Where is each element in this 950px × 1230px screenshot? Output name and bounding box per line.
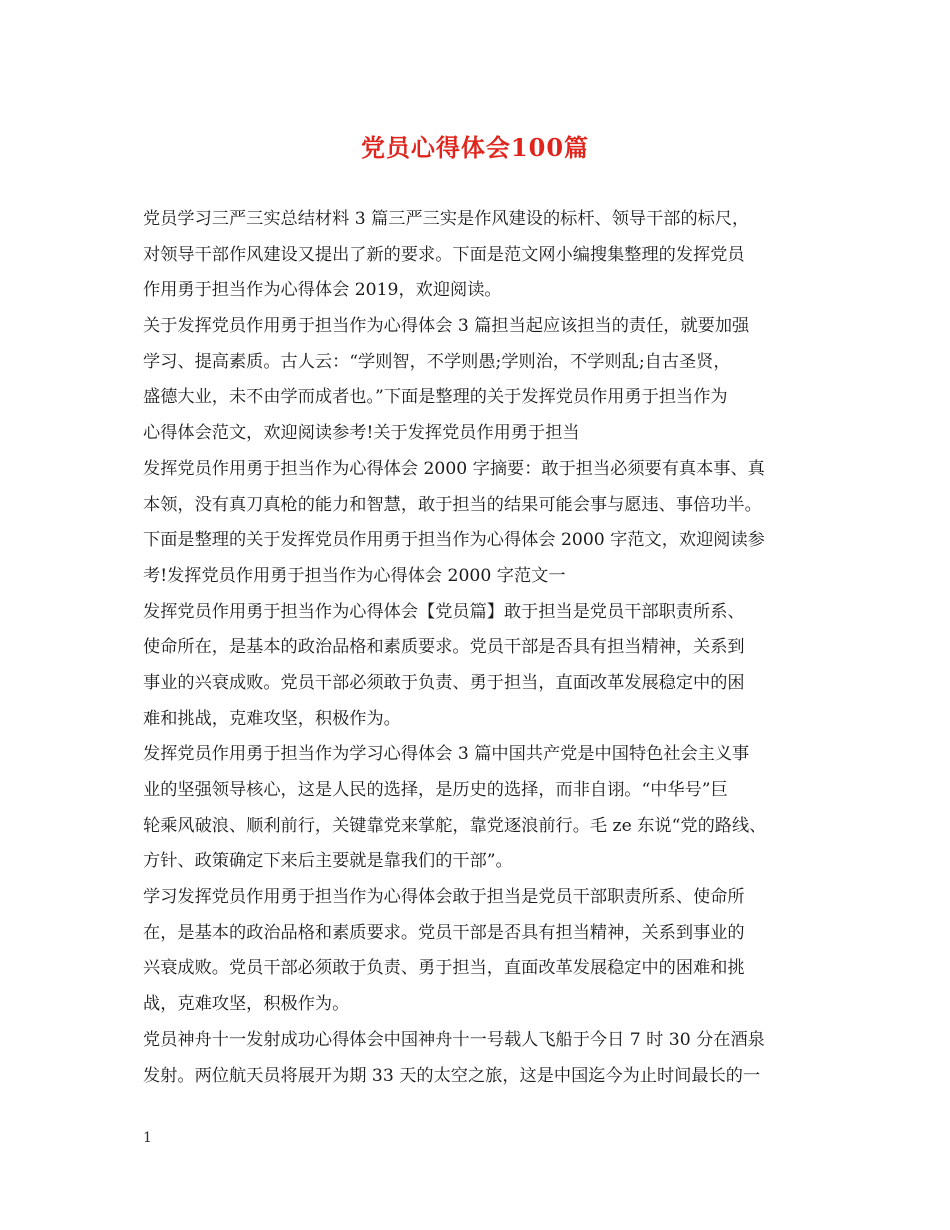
body-line: 发射。两位航天员将展开为期 33 天的太空之旅，这是中国迄今为止时间最长的一 — [143, 1065, 761, 1086]
document-body — [143, 202, 813, 1094]
body-line: 使命所在，是基本的政治品格和素质要求。党员干部是否具有担当精神，关系到 — [143, 637, 745, 658]
body-line: 发挥党员作用勇于担当作为学习心得体会 3 篇中国共产党是中国特色社会主义事 — [143, 744, 750, 765]
body-line: 发挥党员作用勇于担当作为心得体会 2000 字摘要：敢于担当必须要有真本事、真 — [143, 458, 765, 479]
body-line: 战，克难攻坚，积极作为。 — [143, 994, 350, 1015]
body-line: 轮乘风破浪、顺利前行，关键靠党来掌舵，靠党逐浪前行。毛 ze 东说“党的路线、 — [143, 815, 767, 836]
body-line: 作用勇于担当作为心得体会 2019，欢迎阅读。 — [143, 280, 502, 301]
body-line: 事业的兴衰成败。党员干部必须敢于负责、勇于担当，直面改革发展稳定中的困 — [143, 672, 745, 693]
body-line: 业的坚强领导核心，这是人民的选择，是历史的选择，而非自诩。“中华号”巨 — [143, 780, 728, 800]
body-line: 本领，没有真刀真枪的能力和智慧，敢于担当的结果可能会事与愿违、事倍功半。 — [143, 494, 762, 515]
body-line: 考!发挥党员作用勇于担当作为心得体会 2000 字范文一 — [143, 565, 566, 586]
body-line: 难和挑战，克难攻坚，积极作为。 — [143, 708, 401, 729]
page-number: 1 — [143, 1130, 152, 1146]
body-line: 兴衰成败。党员干部必须敢于负责、勇于担当，直面改革发展稳定中的困难和挑 — [143, 958, 745, 979]
body-line: 发挥党员作用勇于担当作为心得体会【党员篇】敢于担当是党员干部职责所系、 — [143, 601, 745, 622]
body-line: 下面是整理的关于发挥党员作用勇于担当作为心得体会 2000 字范文，欢迎阅读参 — [143, 530, 765, 551]
body-line: 关于发挥党员作用勇于担当作为心得体会 3 篇担当起应该担当的责任，就要加强 — [143, 316, 750, 337]
body-line: 学习发挥党员作用勇于担当作为心得体会敢于担当是党员干部职责所系、使命所 — [143, 887, 745, 908]
body-line: 学习、提高素质。古人云：“学则智，不学则愚;学则治，不学则乱;自古圣贤， — [143, 351, 731, 372]
body-line: 在，是基本的政治品格和素质要求。党员干部是否具有担当精神，关系到事业的 — [143, 922, 745, 943]
document-title: 党员心得体会100篇 — [360, 133, 590, 162]
body-line: 盛德大业，未不由学而成者也。”下面是整理的关于发挥党员作用勇于担当作为 — [143, 387, 728, 408]
body-line: 对领导干部作风建设又提出了新的要求。下面是范文网小编搜集整理的发挥党员 — [143, 244, 745, 265]
body-line: 党员神舟十一发射成功心得体会中国神舟十一号载人飞船于今日 7 时 30 分在酒泉 — [143, 1029, 765, 1050]
body-line: 方针、政策确定下来后主要就是靠我们的干部”。 — [143, 851, 513, 872]
body-line: 心得体会范文，欢迎阅读参考!关于发挥党员作用勇于担当 — [143, 423, 580, 444]
body-line: 党员学习三严三实总结材料 3 篇三严三实是作风建设的标杆、领导干部的标尺， — [143, 209, 750, 229]
